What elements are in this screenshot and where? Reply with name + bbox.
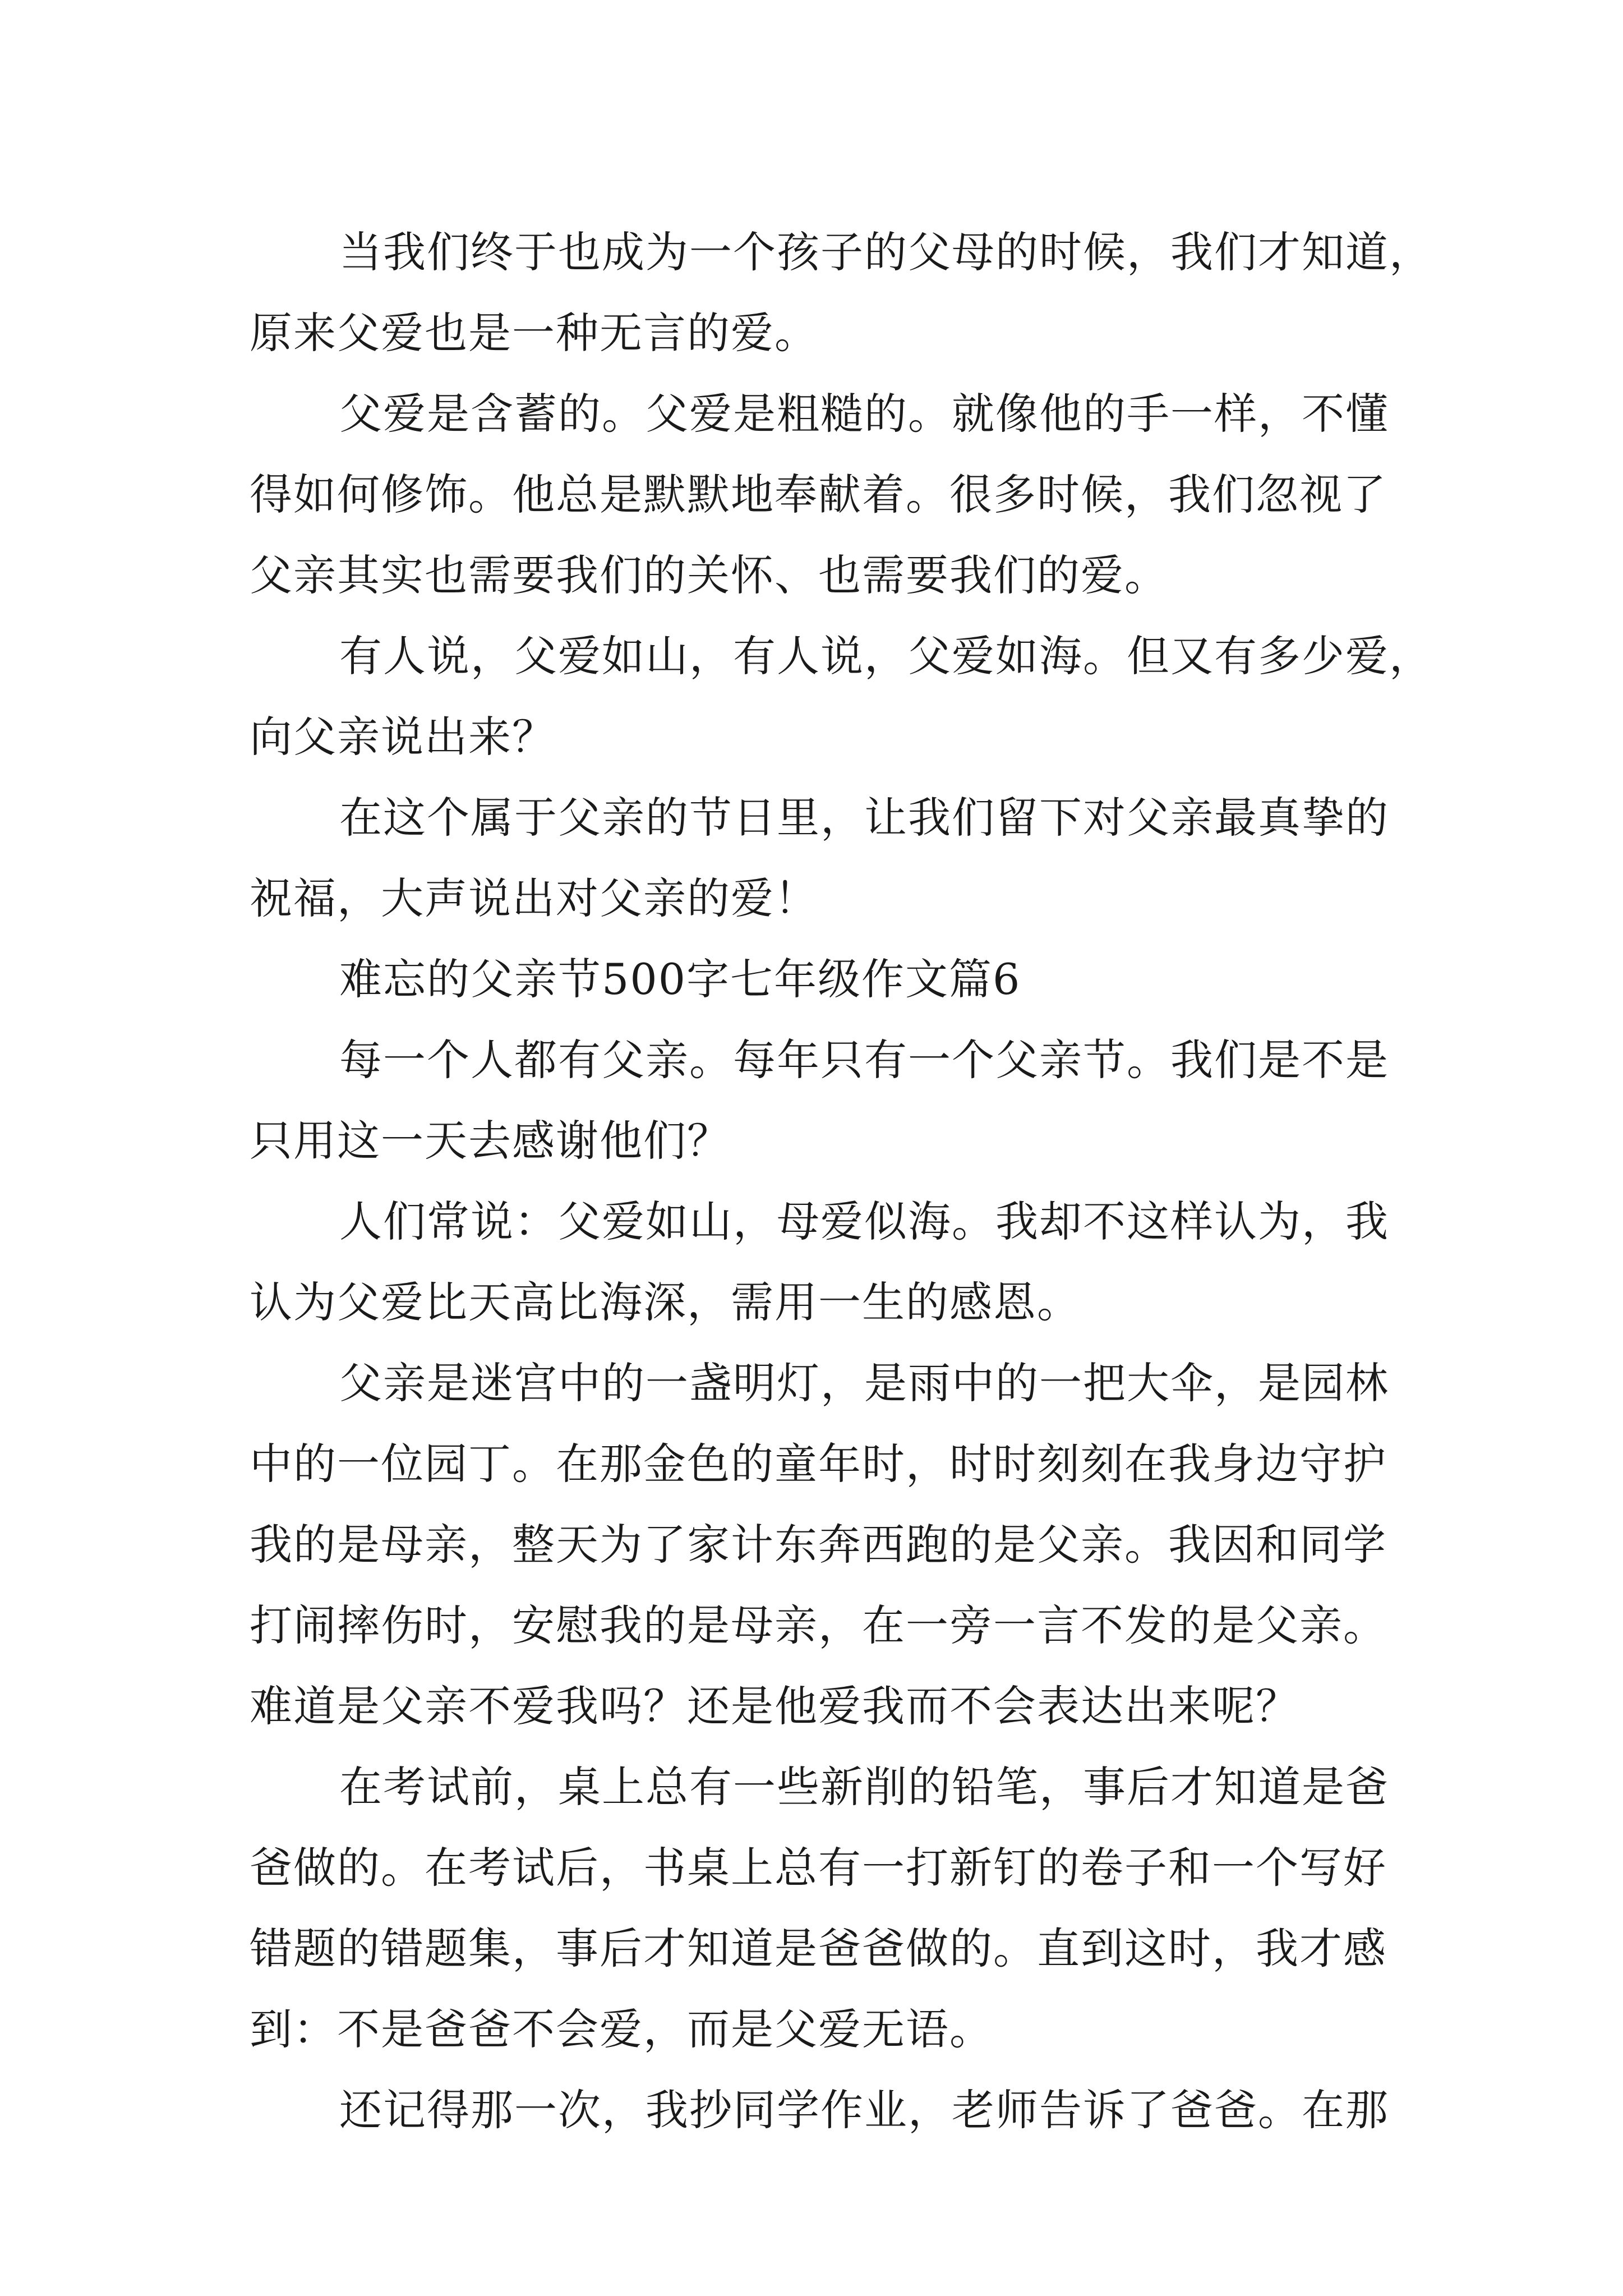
text-line: 在这个属于父亲的节日里，让我们留下对父亲最真挚的 <box>339 793 1389 843</box>
text-line: 到：不是爸爸不会爱，而是父爱无语。 <box>250 2004 993 2054</box>
text-line: 在考试前，桌上总有一些新削的铅笔，事后才知道是爸 <box>339 1762 1389 1812</box>
text-line: 每一个人都有父亲。每年只有一个父亲节。我们是不是 <box>339 1035 1389 1085</box>
text-line: 向父亲说出来？ <box>250 712 556 762</box>
document-body <box>250 212 1433 2151</box>
text-line: 爸做的。在考试后，书桌上总有一打新钉的卷子和一个写好 <box>250 1843 1387 1893</box>
text-line: 还记得那一次，我抄同学作业，老师告诉了爸爸。在那 <box>339 2085 1389 2135</box>
text-line: 错题的错题集，事后才知道是爸爸做的。直到这时，我才感 <box>250 1924 1387 1973</box>
text-line: 得如何修饰。他总是默默地奉献着。很多时候，我们忽视了 <box>250 470 1387 519</box>
text-line: 我的是母亲，整天为了家计东奔西跑的是父亲。我因和同学 <box>250 1520 1387 1570</box>
text-line: 打闹摔伤时，安慰我的是母亲，在一旁一言不发的是父亲。 <box>250 1600 1387 1650</box>
text-line: 父亲是迷宫中的一盏明灯，是雨中的一把大伞，是园林 <box>339 1358 1389 1408</box>
section-heading: 难忘的父亲节500字七年级作文篇6 <box>339 954 1021 1004</box>
text-line: 父亲其实也需要我们的关怀、也需要我们的爱。 <box>250 550 1168 600</box>
text-line: 只用这一天去感谢他们？ <box>250 1116 731 1166</box>
text-line: 人们常说：父爱如山，母爱似海。我却不这样认为，我 <box>339 1197 1389 1246</box>
text-line: 有人说，父爱如山，有人说，父爱如海。但又有多少爱， <box>339 631 1433 681</box>
text-line: 原来父爱也是一种无言的爱。 <box>250 308 818 358</box>
text-line: 难道是父亲不爱我吗？还是他爱我而不会表达出来呢？ <box>250 1681 1299 1731</box>
text-line: 中的一位园丁。在那金色的童年时，时时刻刻在我身边守护 <box>250 1439 1387 1489</box>
text-line: 祝福，大声说出对父亲的爱！ <box>250 873 818 923</box>
text-line: 父爱是含蓄的。父爱是粗糙的。就像他的手一样，不懂 <box>339 389 1389 439</box>
text-line: 认为父爱比天高比海深，需用一生的感恩。 <box>250 1277 1081 1327</box>
text-line: 当我们终于也成为一个孩子的父母的时候，我们才知道， <box>339 227 1433 277</box>
